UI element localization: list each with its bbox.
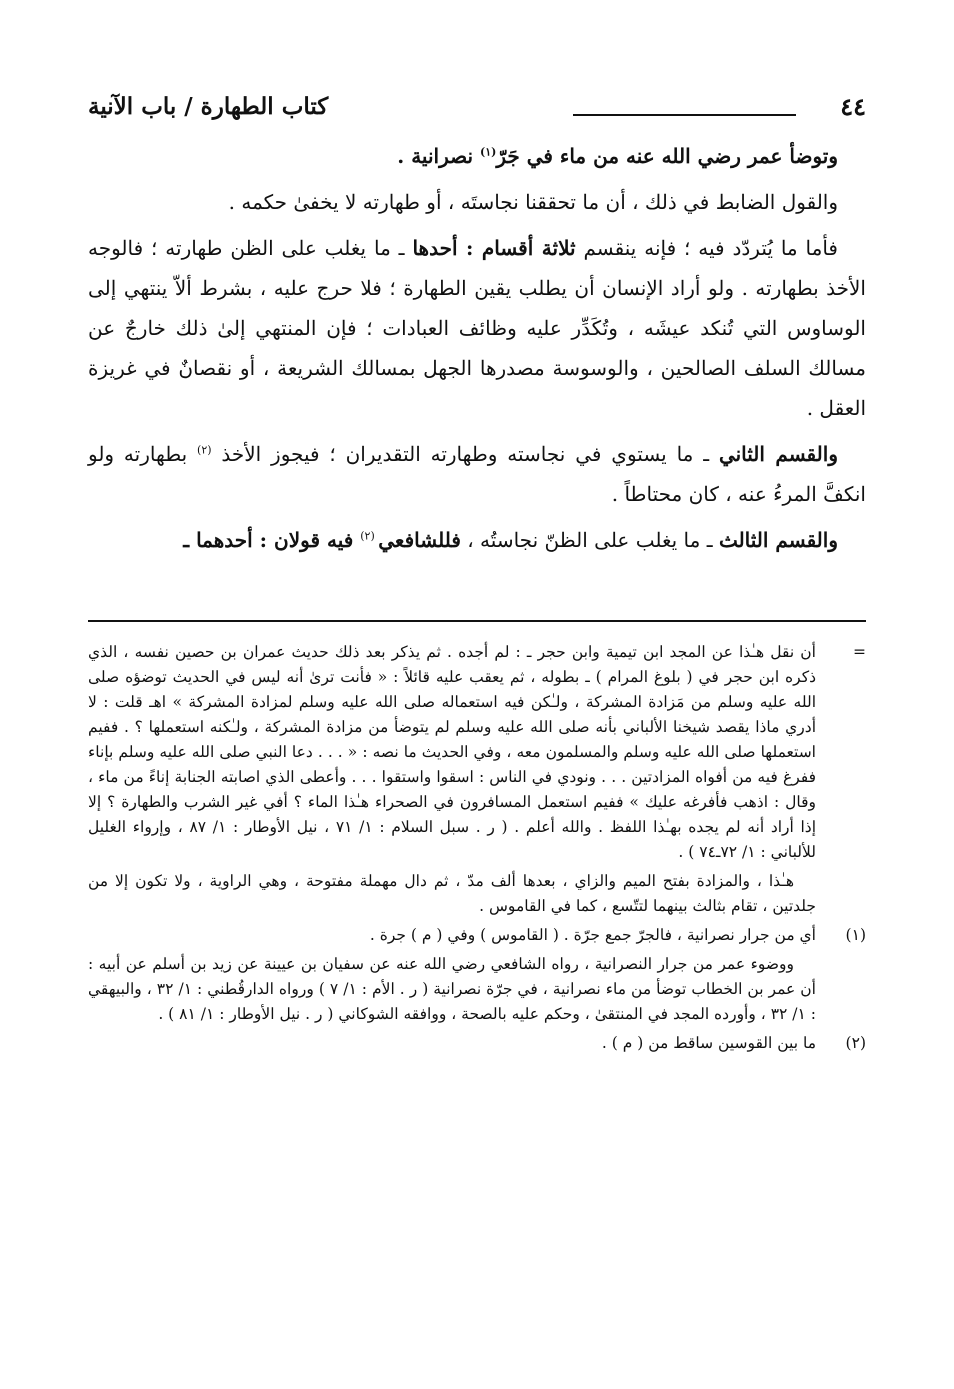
footnote-continued-text: أن نقل هـٰذا عن المجد ابن تيمية وابن حجر ـ : لم أجده . ثم يذكر بعد ذلك حديث عمران بن حصين نفسه ، الذي ذكره ابن حجر في ( بلوغ المرام ) ـ بطوله ، ثم يعقب عليه قائلاً : « فأنت ترىٰ أنه ليس في الحديث توضؤه صلى الله عليه وسلم من مَزادة المشركة ، ولـٰكن فيه استعماله صلى الله عليه وسلم لمزادة المشركة » اهـ قلت : لا أدري ماذا يقصد شيخنا الألباني بأنه صلى الله عليه وسلم لم يتوضأ من مزادة المشركة ، ولـٰكنه استعملها ؟ . ففيم استعملها صلى الله عليه وسلم والمسلمون معه ، وفي الحديث ما نصه : « . . . دعا النبي صلى الله عليه وسلم بإناء ففرغ فيه من أفواه المزادتين . . . ونودي في الناس : اسقوا واستقوا . . . وأعطى الذي اصابته الجنابة إناءً من ماء ، وقال : اذهب فأفرغه عليك » ففيم استعمل المسافرون في الصحراء هـٰذا الماء ؟ أفي غير الشرب والطهارة ؟ إلا إذا أراد أنه لم يجده بهـٰذا اللفظ . والله أعلم . ( ر . سبل السلام : ١/ ٧١ ، نيل الأوطار : ١/ ٨٧ ، وإرواء الغليل للألباني : ١/ ٧٢ـ٧٤ ) . [88, 643, 817, 861]
paragraph-5-text-a: ـ ما يغلب على الظنّ نجاستُه ، [460, 528, 719, 552]
paragraph-4-text-a: ـ ما يستوي في نجاسته وطهارته التقديران ؛ فيجوز الأخذ [211, 442, 719, 466]
page-header [88, 92, 866, 128]
footnote-ref-1: (١) [480, 145, 497, 159]
paragraph-2: والقول الضابط في ذلك ، أن ما تحققنا نجاستَه ، أو طهارته لا يخفىٰ حكمه . [228, 190, 838, 214]
paragraph-4 [88, 434, 866, 514]
footnote-2-line1: ما بين القوسين ساقط من ( م ) . [601, 1034, 816, 1052]
footnote-ref-2: (٢) [197, 443, 212, 457]
footnote-continued-marker: = [853, 643, 866, 661]
paragraph-1-text-a: وتوضأ عمر رضي الله عنه من ماء في جَرّ [496, 144, 838, 168]
footnotes [88, 640, 866, 1060]
paragraph-4-bold: والقسم الثاني [718, 442, 838, 466]
paragraph-1 [88, 136, 866, 176]
footnote-2-marker: (٢) [845, 1034, 866, 1052]
paragraph-3-bold: ثلاثة أقسام : أحدها [412, 236, 576, 260]
footnote-ref-2b: (٢) [360, 529, 379, 543]
footnote-continued [88, 640, 866, 919]
main-text [88, 136, 866, 566]
paragraph-5 [88, 520, 866, 560]
running-title: كتاب الطهارة / باب الآنية [88, 93, 329, 120]
footnote-separator [88, 620, 866, 622]
paragraph-4-text-b: بطهارته ولو انكفَّ المرءُ عنه ، كان محتاطاً . [88, 442, 866, 506]
footnote-1-marker: (١) [845, 926, 866, 944]
footnote-2 [88, 1031, 866, 1056]
paragraph-5-bold-3: فيه قولان : أحدهما ـ [183, 528, 361, 552]
footnote-continued-para2: هـٰذا ، والمزادة بفتح الميم والزاي ، بعدها ألف مدّ ، ثم دال مهملة مفتوحة ، وهي الراوية ، ولا تكون إلا من جلدتين ، تقام بثالث بينهما لتتّسع ، كما في القاموس . [88, 872, 816, 915]
page-number: ٤٤ [840, 92, 866, 121]
paragraph-5-bold-2: فللشافعي [378, 528, 461, 552]
footnote-1-para2: ووضوء عمر من جرار النصرانية ، رواه الشافعي رضي الله عنه عن سفيان بن عيينة عن زيد بن أسلم عن أبيه : أن عمر بن الخطاب توضأ من ماء نصرانية ، في جرّة نصرانية ( ر . الأم : ١/ ٧ ) ورواه الدارقُطني : ١/ ٣٢ ، والبيهقي : ١/ ٣٢ ، وأورده المجد في المنتقىٰ ، وحكم عليه بالصحة ، ووافقه الشوكاني ( ر . نيل الأوطار : ١/ ٨١ ) . [88, 955, 816, 1023]
paragraph-1-text-b: نصرانية . [397, 144, 480, 168]
header-rule [573, 114, 796, 116]
footnote-1-line1: أي من جرار نصرانية ، فالجرّ جمع جرّة . ( القاموس ) وفي ( م ) جرة . [369, 926, 816, 944]
paragraph-3-text-a: فأما ما يُتردّد فيه ؛ فإنه ينقسم [575, 236, 838, 260]
paragraph-3 [88, 228, 866, 428]
paragraph-3-text-b: ـ ما يغلب على الظن طهارته ؛ فالوجه الأخذ بطهارته . ولو أراد الإنسان أن يطلب يقين الطهارة ؛ فلا حرج عليه ، بشرط ألاّ ينتهي إلى الوساوس التي تُنكد عيشَه ، وتُكَدِّر عليه وظائف العبادات ؛ فإن المنتهي إلىٰ ذلك خارجٌ عن مسالك السلف الصالحين ، والوسوسة مصدرها الجهل بمسالك الشريعة ، أو نقصانٌ في غريزة العقل . [88, 236, 866, 420]
footnote-1 [88, 923, 866, 1027]
paragraph-5-bold-1: والقسم الثالث [718, 528, 838, 552]
